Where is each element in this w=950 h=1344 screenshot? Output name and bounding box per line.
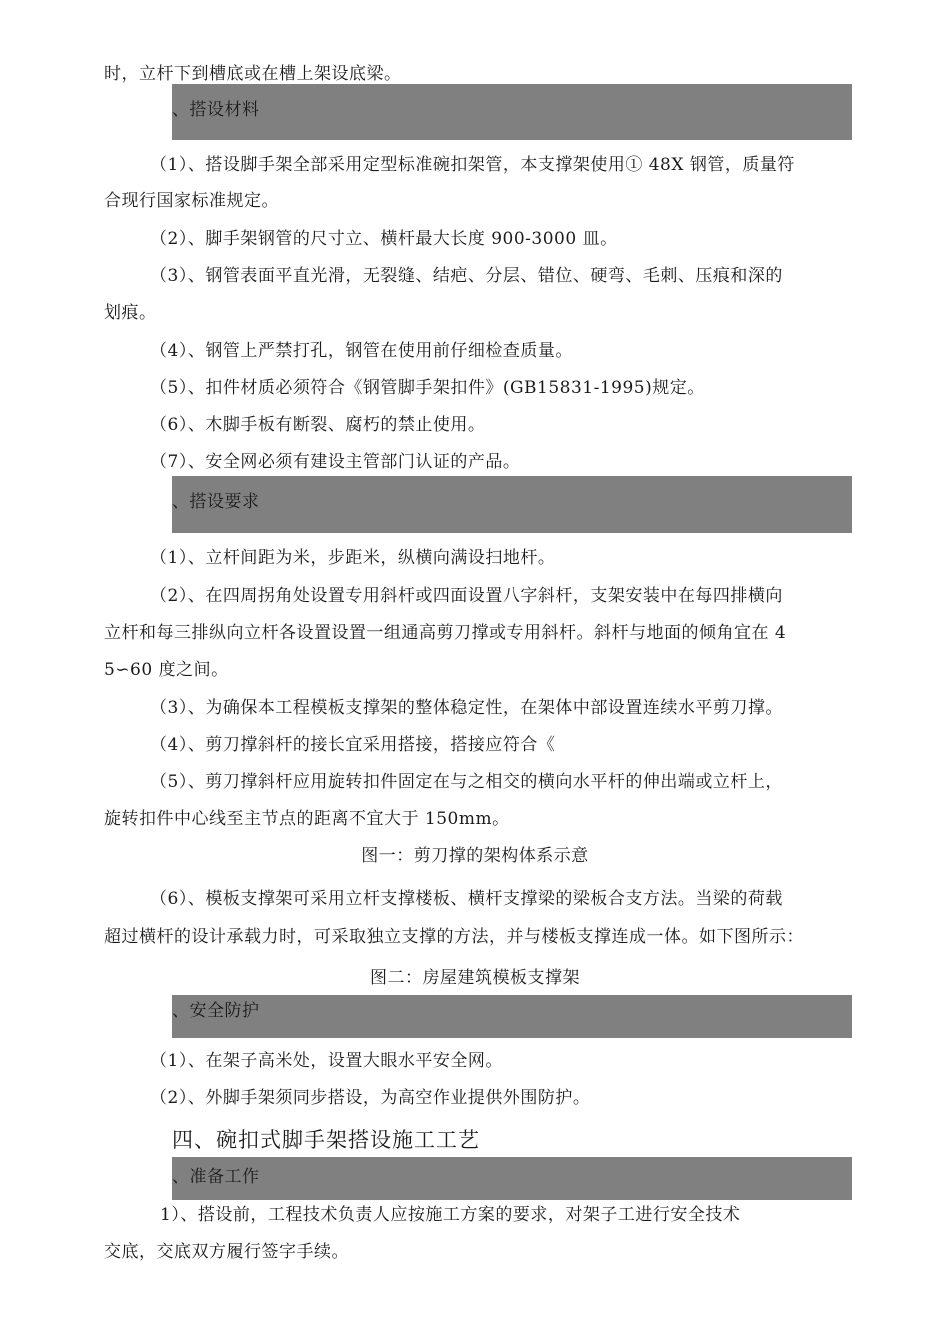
body-text-line: （1）、立杆间距为米，步距米，纵横向满设扫地杆。 xyxy=(150,548,556,568)
section-heading-preparation: 、准备工作 xyxy=(172,1167,260,1187)
body-text-line: （3）、为确保本工程模板支撑架的整体稳定性，在架体中部设置连续水平剪刀撑。 xyxy=(150,698,783,718)
body-text-line: 划痕。 xyxy=(104,303,157,323)
body-text-line: 超过横杆的设计承载力时，可采取独立支撑的方法，并与楼板支撑连成一体。如下图所示： xyxy=(104,927,804,947)
chapter-heading: 四、碗扣式脚手架搭设施工工艺 xyxy=(172,1128,480,1152)
body-text-line: （7）、安全网必须有建设主管部门认证的产品。 xyxy=(150,452,521,472)
figure-caption-1: 图一：剪刀撑的架构体系示意 xyxy=(361,846,589,866)
body-text-line: （6）、模板支撑架可采用立杆支撑楼板、横杆支撑梁的梁板合支方法。当梁的荷载 xyxy=(150,889,783,909)
body-text-line: （1）、搭设脚手架全部采用定型标准碗扣架管，本支撑架使用① 48X 钢管，质量符 xyxy=(150,155,795,175)
body-text-line: 5∽60 度之间。 xyxy=(104,660,229,680)
body-text-line: （1）、在架子高米处，设置大眼水平安全网。 xyxy=(150,1051,503,1071)
body-text-line: （2）、外脚手架须同步搭设，为高空作业提供外围防护。 xyxy=(150,1088,591,1108)
body-text-line: （4）、钢管上严禁打孔，钢管在使用前仔细检查质量。 xyxy=(150,341,573,361)
section-heading-materials: 、搭设材料 xyxy=(172,100,260,120)
body-text-line: （6）、木脚手板有断裂、腐朽的禁止使用。 xyxy=(150,415,486,435)
body-text-line: （2）、脚手架钢管的尺寸立、横杆最大长度 900-3000 皿。 xyxy=(150,229,618,249)
section-heading-safety: 、安全防护 xyxy=(172,1001,260,1021)
section-bar-safety xyxy=(172,995,852,1038)
section-bar-materials xyxy=(172,84,852,140)
section-bar-preparation xyxy=(172,1157,852,1200)
body-text-line: 旋转扣件中心线至主节点的距离不宜大于 150mm。 xyxy=(104,809,510,829)
body-text-line: 交底，交底双方履行签字手续。 xyxy=(104,1242,349,1262)
section-bar-requirements xyxy=(172,476,852,533)
body-text-line: 1）、搭设前，工程技术负责人应按施工方案的要求，对架子工进行安全技术 xyxy=(160,1205,741,1225)
body-text-line: （3）、钢管表面平直光滑，无裂缝、结疤、分层、错位、硬弯、毛刺、压痕和深的 xyxy=(150,266,783,286)
body-text-line: 立杆和每三排纵向立杆各设置设置一组通高剪刀撑或专用斜杆。斜杆与地面的倾角宜在 4 xyxy=(104,623,787,643)
body-text-line: （2）、在四周拐角处设置专用斜杆或四面设置八字斜杆，支架安装中在每四排横向 xyxy=(150,586,783,606)
body-text-line: （5）、扣件材质必须符合《钢管脚手架扣件》(GB15831-1995)规定。 xyxy=(150,378,705,398)
body-text-line: （5）、剪刀撑斜杆应用旋转扣件固定在与之相交的横向水平杆的伸出端或立杆上， xyxy=(150,772,783,792)
body-text-line: 合现行国家标准规定。 xyxy=(104,191,279,211)
body-text-line: （4）、剪刀撑斜杆的接长宜采用搭接，搭接应符合《 xyxy=(150,735,556,755)
section-heading-requirements: 、搭设要求 xyxy=(172,492,260,512)
body-text-line: 时，立杆下到槽底或在槽上架设底梁。 xyxy=(104,64,402,84)
figure-caption-2: 图二：房屋建筑模板支撑架 xyxy=(370,968,580,988)
